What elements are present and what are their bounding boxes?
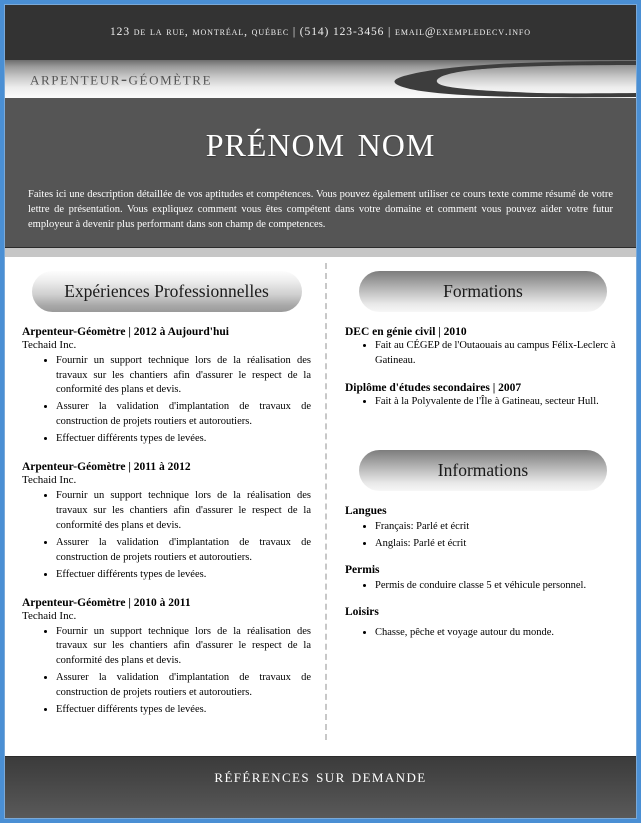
bullet-item: • Fournir un support technique lors de la réalisation des travaux sur les chantiers afin d'assurer le respect de la conformité des plans et devis. xyxy=(56,354,311,399)
experience-entry xyxy=(22,597,311,718)
bullet-item: • Effectuer différents types de levées. xyxy=(56,432,311,447)
contact-line: 123 de la rue, montréal, québec | (514) 123-3456 | email@exempledecv.info xyxy=(110,26,531,38)
bullet-item: • Fait au CÉGEP de l'Outaouais au campus Félix-Leclerc à Gatineau. xyxy=(375,339,621,369)
bullet-list xyxy=(22,354,311,447)
bullet-list xyxy=(345,520,621,552)
bullet-list xyxy=(345,626,621,641)
informations-group-list xyxy=(345,505,621,641)
page-title: prénom nom xyxy=(205,114,436,166)
experience-entry-title: Arpenteur-Géomètre | 2012 à Aujourd'hui xyxy=(22,325,229,338)
name-band xyxy=(4,98,637,183)
bullet-item: • Permis de conduire classe 5 et véhicule personnel. xyxy=(375,579,621,594)
bullet-list xyxy=(22,625,311,718)
experience-column xyxy=(4,267,325,744)
informations-group xyxy=(345,564,621,594)
job-title: arpenteur-géomètre xyxy=(30,68,213,89)
education-entry xyxy=(345,326,621,369)
experience-heading xyxy=(32,271,302,312)
bullet-item: • Assurer la validation d'implantation de travaux de construction de projets routiers et autoroutiers. xyxy=(56,536,311,566)
experience-entry-title: Arpenteur-Géomètre | 2011 à 2012 xyxy=(22,461,191,474)
job-title-bar xyxy=(4,60,637,98)
summary-band xyxy=(4,183,637,247)
informations-group-label: Permis xyxy=(345,564,380,577)
bullet-item: • Fait à la Polyvalente de l'Île à Gatineau, secteur Hull. xyxy=(375,395,621,410)
informations-heading xyxy=(359,450,607,491)
bullet-list xyxy=(22,489,311,582)
content-area xyxy=(4,257,637,744)
experience-entry xyxy=(22,326,311,447)
bullet-item: • Effectuer différents types de levées. xyxy=(56,703,311,718)
experience-entry-company: Techaid Inc. xyxy=(22,338,77,351)
experience-entry-title: Arpenteur-Géomètre | 2010 à 2011 xyxy=(22,596,191,609)
education-heading xyxy=(359,271,607,312)
bullet-item: • Fournir un support technique lors de la réalisation des travaux sur les chantiers afin d'assurer le respect de la conformité des plans et devis. xyxy=(56,489,311,534)
education-entry-title: Diplôme d'études secondaires | 2007 xyxy=(345,382,522,395)
informations-group-label: Langues xyxy=(345,505,387,518)
experience-heading-label: Expériences Professionnelles xyxy=(64,280,269,301)
profile-summary: Faites ici une description détaillée de vos aptitudes et compétences. Vous pouvez également utiliser ce cours texte comme résumé de votre lettre de présentation. Vous expliquez comment vous êtes compétent dans votre domaine et comment vous pouvez aider votre futur employeur à devenir plus performant dans son champ de competences. xyxy=(28,189,613,231)
bullet-item: • Anglais: Parlé et écrit xyxy=(375,537,621,552)
footer-text: références sur demande xyxy=(214,766,427,787)
bullet-item: • Effectuer différents types de levées. xyxy=(56,568,311,583)
informations-group xyxy=(345,505,621,552)
bullet-list xyxy=(345,339,621,369)
experience-entry xyxy=(22,461,311,582)
education-entry-title: DEC en génie civil | 2010 xyxy=(345,325,467,338)
bullet-item: • Assurer la validation d'implantation de travaux de construction de projets routiers et autoroutiers. xyxy=(56,671,311,701)
swoosh-graphic xyxy=(277,60,637,98)
bullet-item: • Assurer la validation d'implantation de travaux de construction de projets routiers et autoroutiers. xyxy=(56,400,311,430)
bullet-item: • Français: Parlé et écrit xyxy=(375,520,621,535)
footer-band xyxy=(4,756,637,819)
experience-entry-company: Techaid Inc. xyxy=(22,474,77,487)
bullet-item: • Fournir un support technique lors de la réalisation des travaux sur les chantiers afin d'assurer le respect de la conformité des plans et devis. xyxy=(56,625,311,670)
experience-entry-company: Techaid Inc. xyxy=(22,609,77,622)
informations-heading-label: Informations xyxy=(437,460,529,481)
education-heading-label: Formations xyxy=(443,280,523,301)
bullet-list xyxy=(345,579,621,594)
experience-entry-list xyxy=(22,326,311,718)
education-column xyxy=(325,267,637,744)
bullet-item: • Chasse, pêche et voyage autour du monde. xyxy=(375,626,621,641)
band-divider xyxy=(4,247,637,257)
education-entry-list xyxy=(345,326,621,411)
contact-band xyxy=(4,4,637,60)
informations-group-label: Loisirs xyxy=(345,606,379,619)
column-divider xyxy=(325,263,327,740)
bullet-list xyxy=(345,395,621,410)
education-entry xyxy=(345,382,621,410)
informations-group xyxy=(345,606,621,641)
